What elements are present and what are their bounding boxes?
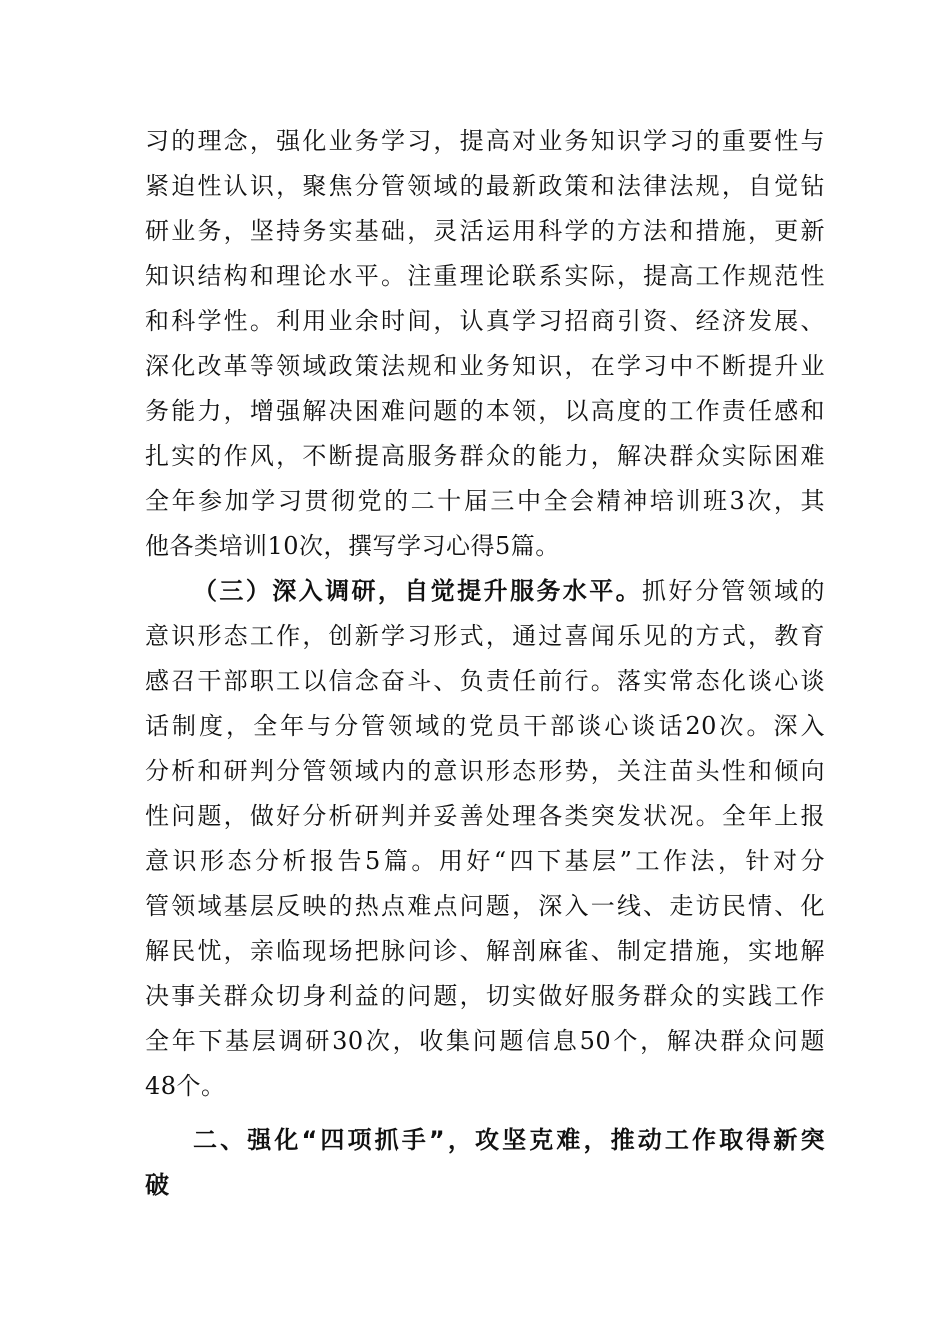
paragraph-1-line: 扎实的作风，不断提高服务群众的能力，解决群众实际困难 (145, 442, 825, 470)
paragraph-2-line: 话制度，全年与分管领域的党员干部谈心谈话20次。深入 (145, 712, 825, 740)
section-heading-continuation: 破 (145, 1171, 170, 1199)
paragraph-2-line: 意识形态分析报告5篇。用好“四下基层”工作法，针对分 (145, 847, 825, 875)
paragraph-1-line: 深化改革等领域政策法规和业务知识，在学习中不断提升业 (145, 352, 825, 380)
paragraph-1-line: 知识结构和理论水平。注重理论联系实际，提高工作规范性 (145, 262, 825, 290)
paragraph-2-line: 感召干部职工以信念奋斗、负责任前行。落实常态化谈心谈 (145, 667, 825, 695)
paragraph-1-line: 务能力，增强解决困难问题的本领，以高度的工作责任感和 (145, 397, 825, 425)
paragraph-2-line: 管领域基层反映的热点难点问题，深入一线、走访民情、化 (145, 892, 825, 920)
paragraph-2-line: 性问题，做好分析研判并妥善处理各类突发状况。全年上报 (145, 802, 825, 830)
paragraph-2-line: 决事关群众切身利益的问题，切实做好服务群众的实践工作 (145, 982, 825, 1010)
paragraph-2-first-line-text: 抓好分管领域的 (642, 577, 826, 605)
paragraph-2-line: 分析和研判分管领域内的意识形态形势，关注苗头性和倾向 (145, 757, 825, 785)
paragraph-2-line: 48个。 (145, 1072, 226, 1100)
paragraph-1-line: 紧迫性认识，聚焦分管领域的最新政策和法律法规，自觉钻 (145, 172, 825, 200)
paragraph-1-line: 习的理念，强化业务学习，提高对业务知识学习的重要性与 (145, 127, 825, 155)
subheading-3: （三）深入调研，自觉提升服务水平。 (193, 576, 643, 605)
paragraph-1-line: 和科学性。利用业余时间，认真学习招商引资、经济发展、 (145, 307, 825, 335)
paragraph-1-line: 全年参加学习贯彻党的二十届三中全会精神培训班3次，其 (145, 487, 825, 515)
paragraph-1-line: 研业务，坚持务实基础，灵活运用科学的方法和措施，更新 (145, 217, 825, 245)
paragraph-2-line: 解民忧，亲临现场把脉问诊、解剖麻雀、制定措施，实地解 (145, 937, 825, 965)
paragraph-2-line: 全年下基层调研30次，收集问题信息50个，解决群众问题 (145, 1027, 825, 1055)
section-heading: 二、强化“四项抓手”，攻坚克难，推动工作取得新突 (193, 1126, 825, 1154)
paragraph-2-line: 意识形态工作，创新学习形式，通过喜闻乐见的方式，教育 (145, 622, 825, 650)
paragraph-1-line: 他各类培训10次，撰写学习心得5篇。 (145, 532, 560, 560)
paragraph-2-first-line (193, 576, 825, 606)
